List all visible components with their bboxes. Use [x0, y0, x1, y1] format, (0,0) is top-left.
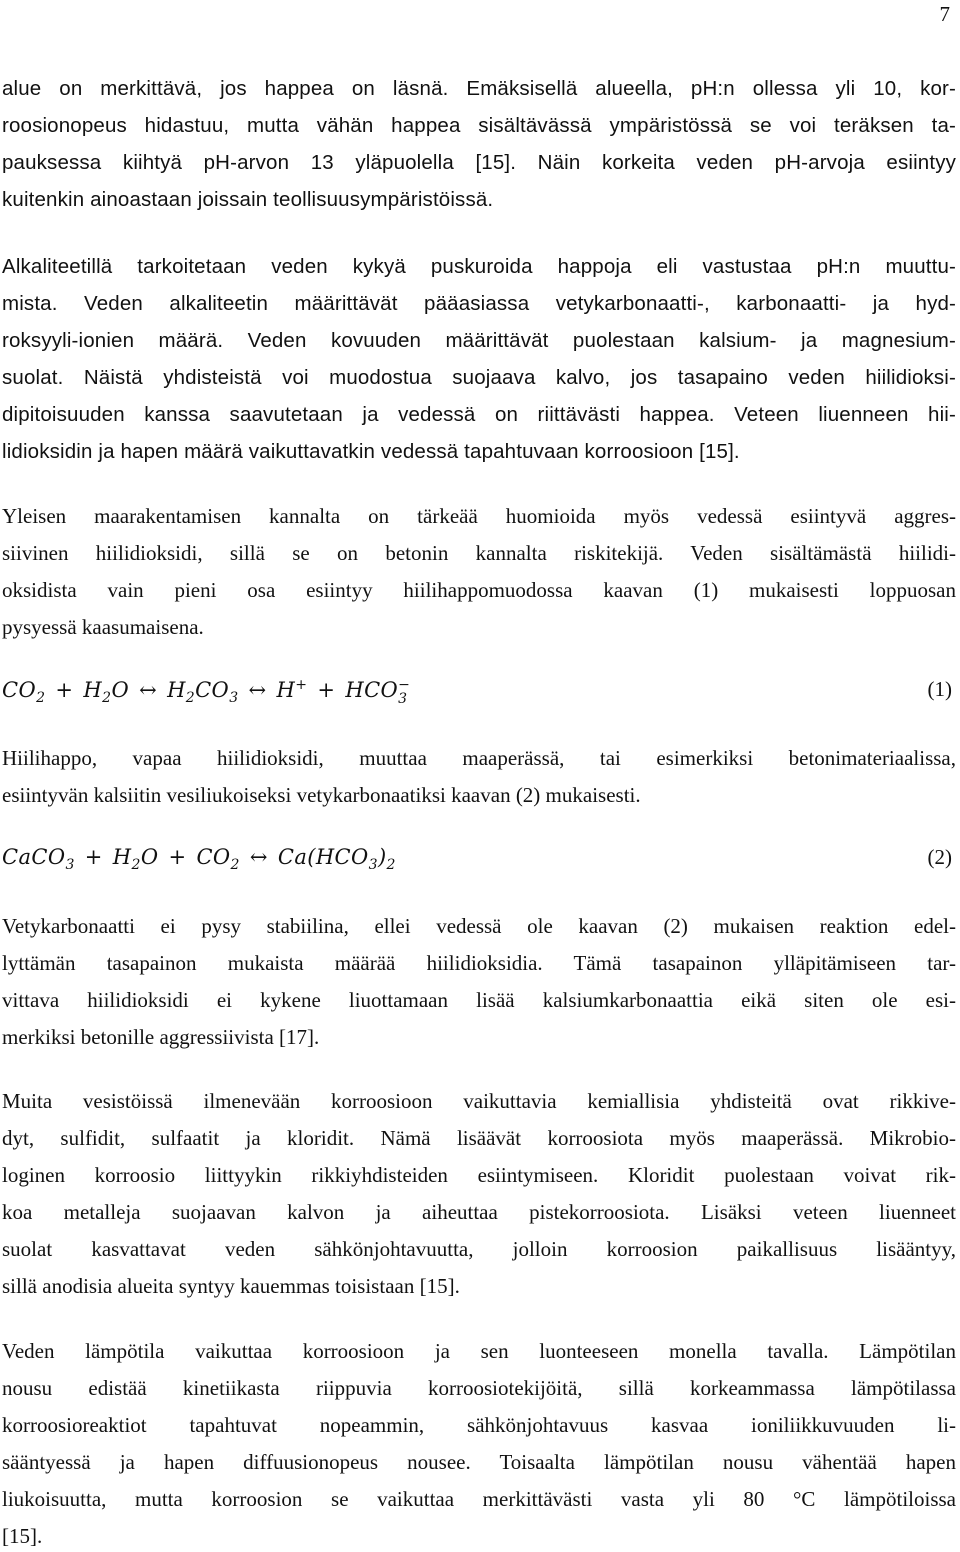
equation-expression: CaCO$_3$ + $H_2O + CO_2$ ↔ $Ca(HCO_3)_2$ [2, 845, 396, 874]
text-line: nousu edistää kinetiikasta riippuvia korroosiotekijöitä, sillä korkeammassa lämpötilassa [2, 1376, 956, 1400]
text-line: dyt, sulfidit, sulfaatit ja kloridit. Nämä lisäävät korroosiota myös maaperässä. Mikrobio- [2, 1126, 956, 1150]
text-line: [15]. [2, 1524, 43, 1548]
text-line: vittava hiilidioksidi ei kykene liuottamaan lisää kalsiumkarbonaattia eikä siten ole esi- [2, 988, 956, 1012]
equation-number: (2) [927, 845, 952, 869]
text-line: suolat kasvattavat veden sähkönjohtavuutta, jolloin korroosion paikallisuus lisääntyy, [2, 1237, 956, 1261]
text-line: Veden lämpötila vaikuttaa korroosioon ja sen luonteeseen monella tavalla. Lämpötilan [2, 1339, 956, 1363]
text-line: kuitenkin ainoastaan joissain teollisuusympäristöissä. [2, 188, 494, 211]
text-line: koa metalleja suojaavan kalvon ja aiheuttaa pistekorroosiota. Lisäksi veteen liuenneet [2, 1200, 956, 1224]
text-line: esiintyvän kalsiitin vesiliukoiseksi vetykarbonaatiksi kaavan (2) mukaisesti. [2, 783, 641, 807]
text-line: Alkaliteetillä tarkoitetaan veden kykyä puskuroida happoja eli vastustaa pH:n muuttu- [2, 255, 956, 278]
text-line: Vetykarbonaatti ei pysy stabiilina, ellei vedessä ole kaavan (2) mukaisen reaktion edel- [2, 914, 956, 938]
text-line: suolat. Näistä yhdisteistä voi muodostua suojaava kalvo, jos tasapaino veden hiilidioksi- [2, 366, 956, 389]
text-line: Yleisen maarakentamisen kannalta on tärkeää huomioida myös vedessä esiintyvä aggres- [2, 504, 956, 528]
equation-expression: $CO_2 + H_2O$ ↔ $H_2CO_3$ ↔ H+ + HCO − 3 [2, 676, 411, 707]
text-line: sillä anodisia alueita syntyy kauemmas toisistaan [15]. [2, 1274, 460, 1298]
text-line: liukoisuutta, mutta korroosion se vaikuttaa merkittävästi vasta yli 80 °C lämpötiloissa [2, 1487, 956, 1511]
text-line: Hiilihappo, vapaa hiilidioksidi, muuttaa maaperässä, tai esimerkiksi betonimateriaalissa, [2, 746, 956, 770]
equation-2 [2, 845, 952, 885]
equation-number: (1) [927, 677, 952, 701]
text-line: dipitoisuuden kanssa saavutetaan ja vedessä on riittävästi happea. Veteen liuenneen hii- [2, 403, 956, 426]
text-line: lyttämän tasapainon mukaista määrää hiilidioksidia. Tämä tasapainon ylläpitämiseen tar- [2, 951, 956, 975]
page-number: 7 [939, 2, 950, 26]
equation-1 [2, 677, 952, 717]
text-line: sääntyessä ja hapen diffuusionopeus nousee. Toisaalta lämpötilan nousu vähentää hapen [2, 1450, 956, 1474]
text-line: merkiksi betonille aggressiivista [17]. [2, 1025, 320, 1049]
text-line: korroosioreaktiot tapahtuvat nopeammin, sähkönjohtavuus kasvaa ioniliikkuvuuden li- [2, 1413, 956, 1437]
text-line: mista. Veden alkaliteetin määrittävät pääasiassa vetykarbonaatti-, karbonaatti- ja hyd- [2, 292, 956, 315]
text-line: loginen korroosio liittyykin rikkiyhdisteiden esiintymiseen. Kloridit puolestaan voivat rik- [2, 1163, 956, 1187]
text-line: Muita vesistöissä ilmenevään korroosioon vaikuttavia kemiallisia yhdisteitä ovat rikkive- [2, 1089, 956, 1113]
text-line: roksyyli-ionien määrä. Veden kovuuden määrittävät puolestaan kalsium- ja magnesium- [2, 329, 956, 352]
text-line: lidioksidin ja hapen määrä vaikuttavatkin vedessä tapahtuvaan korroosioon [15]. [2, 440, 740, 463]
text-line: oksidista vain pieni osa esiintyy hiilihappomuodossa kaavan (1) mukaisesti loppuosan [2, 578, 956, 602]
text-line: pysyessä kaasumaisena. [2, 615, 204, 639]
text-line: pauksessa kiihtyä pH-arvon 13 yläpuolella [15]. Näin korkeita veden pH-arvoja esiintyy [2, 151, 956, 174]
text-line: alue on merkittävä, jos happea on läsnä. Emäksisellä alueella, pH:n ollessa yli 10, kor- [2, 77, 956, 100]
text-line: siivinen hiilidioksidi, sillä se on betonin kannalta riskitekijä. Veden sisältämästä hiilidi- [2, 541, 956, 565]
text-line: roosionopeus hidastuu, mutta vähän happea sisältävässä ympäristössä se voi teräksen ta- [2, 114, 956, 137]
